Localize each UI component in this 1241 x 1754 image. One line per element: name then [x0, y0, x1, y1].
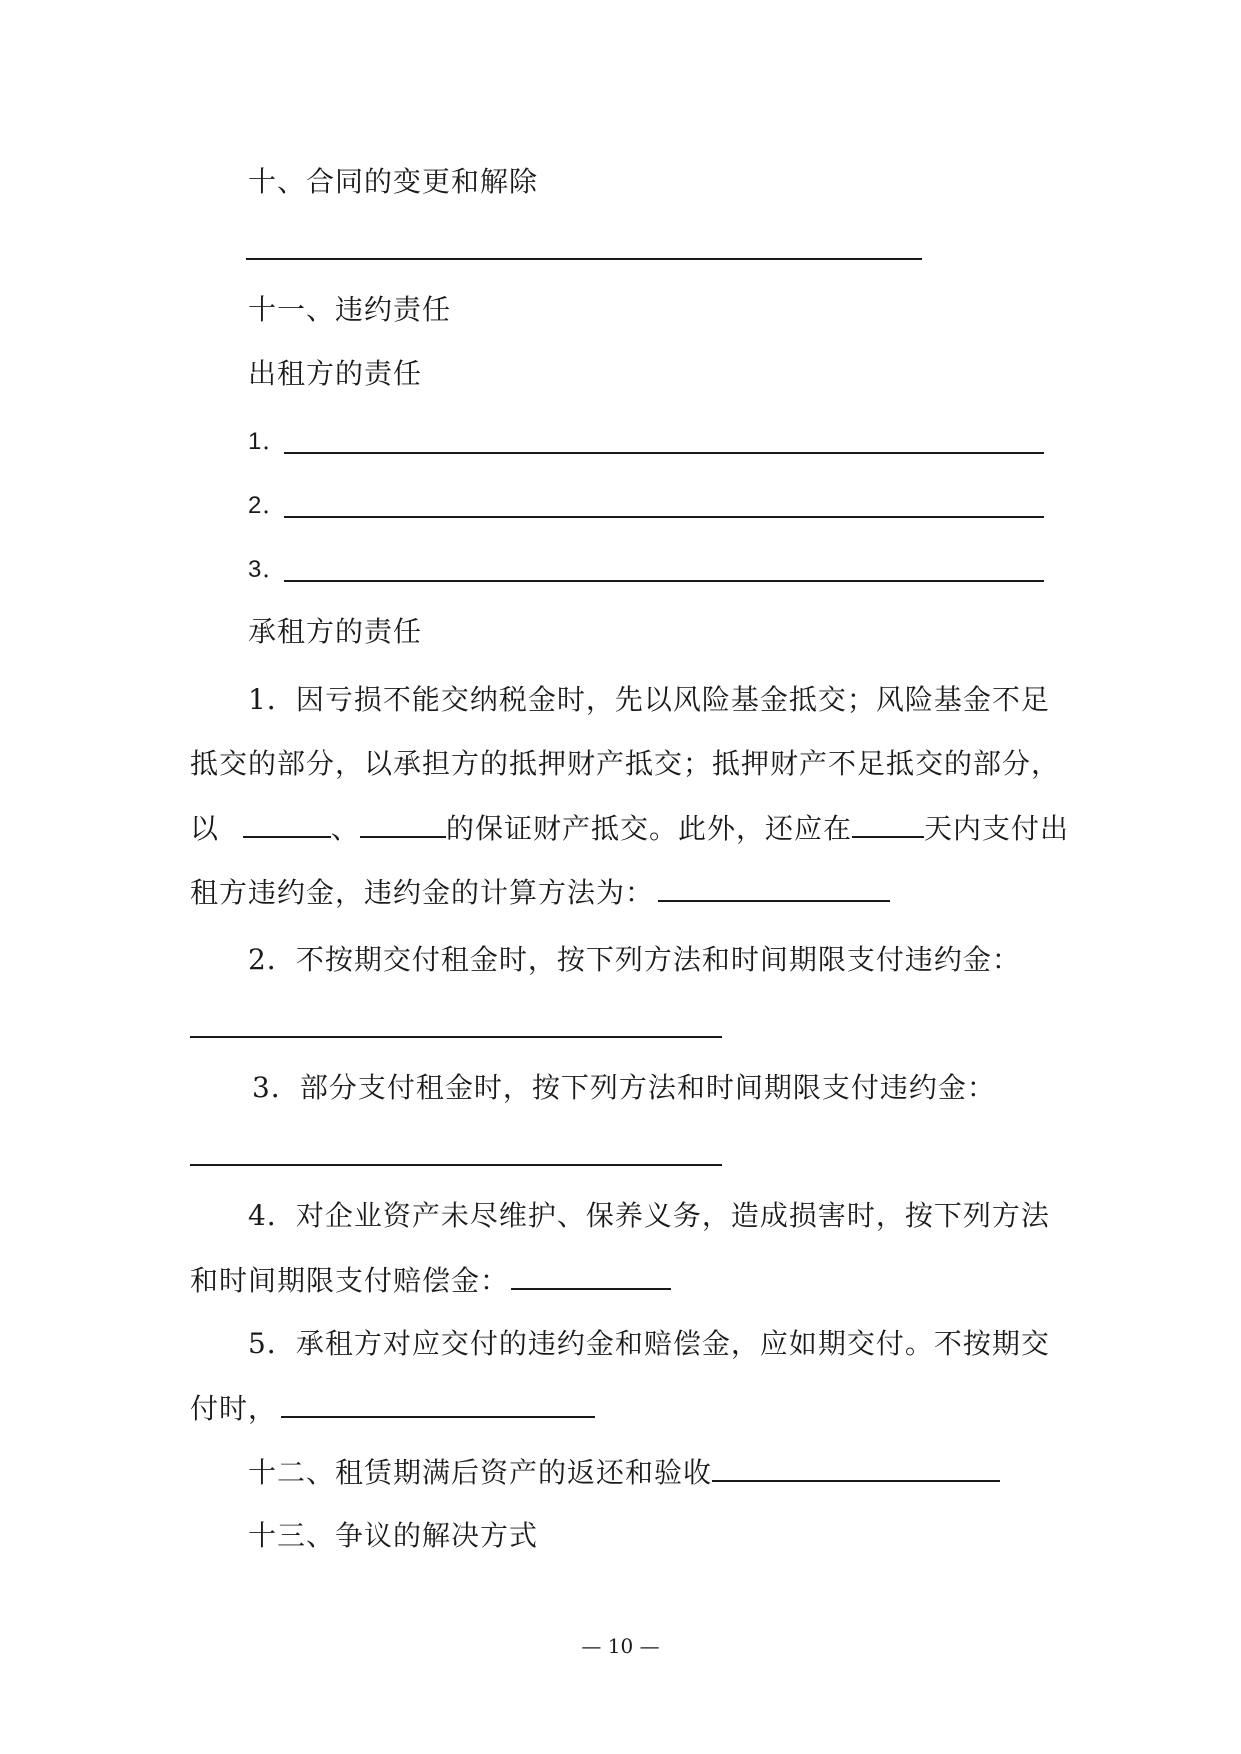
section-11-title: 十一、违约责任 [248, 293, 452, 326]
lessee-item-3: 3．部分支付租金时，按下列方法和时间期限支付违约金： [252, 1071, 996, 1104]
page-number: — 10 — [581, 1634, 660, 1658]
lessee-item-1-line-1: 1．因亏损不能交纳税金时，先以风险基金抵交；风险基金不足 [248, 683, 1050, 716]
lessee-item-2: 2．不按期交付租金时，按下列方法和时间期限支付违约金： [248, 943, 1021, 976]
lessor-heading: 出租方的责任 [248, 357, 423, 390]
section-10-title: 十、合同的变更和解除 [248, 165, 539, 198]
lessee-item-5-line-1: 5．承租方对应交付的违约金和赔偿金，应如期交付。不按期交 [248, 1327, 1050, 1360]
guarantor-1-blank[interactable] [243, 808, 331, 838]
section-12-title [248, 1452, 1000, 1493]
penalty-calc-blank[interactable] [658, 872, 890, 902]
lessor-item-3 [248, 548, 287, 590]
lessee-item-1-text-d: 天内支付出 [923, 812, 1069, 845]
lessor-item-1-number: 1． [248, 428, 288, 455]
lessee-item-4-text: 和时间期限支付赔偿金： [190, 1264, 510, 1297]
section-12-text: 十二、租赁期满后资产的返还和验收 [248, 1456, 713, 1489]
lessor-item-2 [248, 484, 287, 526]
lessee-item-3-blank[interactable] [190, 1164, 722, 1166]
compensation-blank[interactable] [511, 1260, 671, 1290]
lessor-item-3-blank[interactable] [284, 580, 1044, 582]
lessor-item-1 [248, 420, 287, 462]
late-payment-blank[interactable] [281, 1388, 595, 1418]
lessor-item-3-number: 3． [248, 556, 288, 583]
lessee-item-1-text-l4: 租方违约金，违约金的计算方法为： [190, 876, 655, 909]
section-12-blank[interactable] [712, 1452, 1000, 1482]
lessee-item-4-line-1: 4．对企业资产未尽维护、保养义务，造成损害时，按下列方法 [248, 1199, 1050, 1232]
section-10-blank-line[interactable] [246, 258, 922, 260]
section-13-title: 十三、争议的解决方式 [248, 1519, 539, 1552]
lessee-item-1-text-a: 以 [190, 812, 220, 845]
lessee-item-1-text-b: 、 [330, 812, 360, 845]
guarantor-2-blank[interactable] [360, 808, 446, 838]
lessee-item-4-line-2 [190, 1260, 671, 1301]
lessee-item-1-line-3 [190, 808, 1069, 849]
lessee-item-1-text-c: 的保证财产抵交。此外，还应在 [445, 812, 852, 845]
lessee-heading: 承租方的责任 [248, 615, 423, 648]
days-blank[interactable] [852, 808, 924, 838]
lessee-item-2-blank[interactable] [190, 1036, 722, 1038]
lessee-item-5-text: 付时， [190, 1392, 278, 1425]
lessee-item-1-line-4 [190, 872, 890, 913]
lessee-item-1-line-2: 抵交的部分，以承担方的抵押财产抵交；抵押财产不足抵交的部分， [190, 747, 1061, 780]
lessor-item-2-number: 2． [248, 492, 288, 519]
lessee-item-5-line-2 [190, 1388, 595, 1429]
lessor-item-2-blank[interactable] [284, 516, 1044, 518]
lessor-item-1-blank[interactable] [284, 452, 1044, 454]
